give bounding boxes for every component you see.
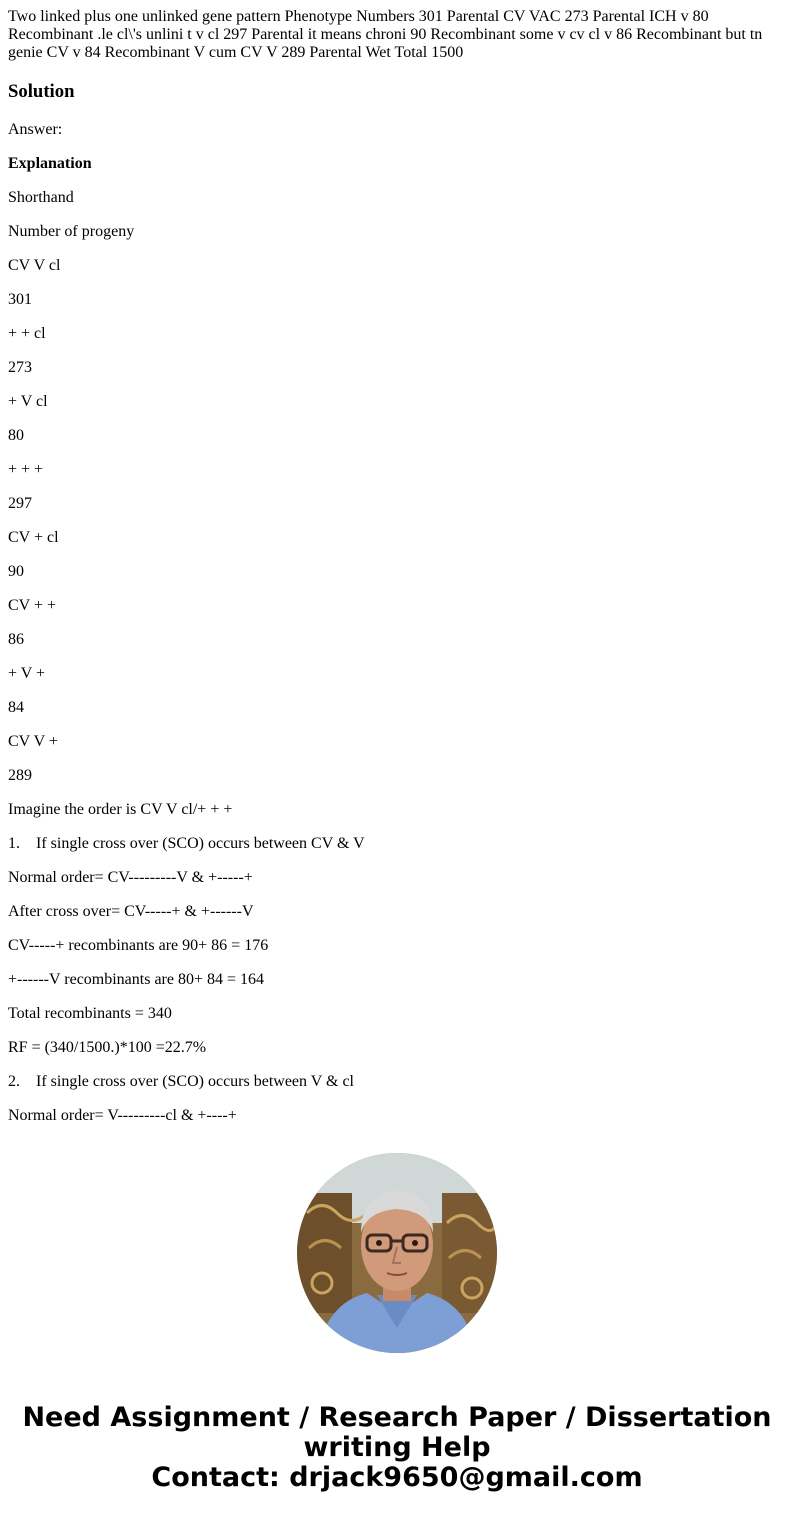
document-body <box>8 8 786 1125</box>
explanation-line: + + + <box>8 461 44 478</box>
explanation-line: 289 <box>8 767 32 784</box>
explanation-line: Total recombinants = 340 <box>8 1005 172 1022</box>
explanation-line: 86 <box>8 631 24 648</box>
explanation-line: 297 <box>8 495 32 512</box>
explanation-line: Normal order= CV---------V & +-----+ <box>8 869 253 886</box>
explanation-line: 273 <box>8 359 32 376</box>
banner-line-1: Need Assignment / Research Paper / Dissertation <box>22 1402 772 1433</box>
contact-banner <box>0 1403 794 1493</box>
explanation-line: 84 <box>8 699 24 716</box>
explanation-line: RF = (340/1500.)*100 =22.7% <box>8 1039 207 1056</box>
explanation-lines <box>8 189 786 1125</box>
explanation-line: +------V recombinants are 80+ 84 = 164 <box>8 971 265 988</box>
explanation-line: CV V cl <box>8 257 61 274</box>
banner-contact-line: Contact: drjack9650@gmail.com <box>151 1462 643 1493</box>
question-text: Two linked plus one unlinked gene pattern Phenotype Numbers 301 Parental CV VAC 273 Parental ICH v 80 Recombinant .le cl\'s unlini t v cl 297 Parental it means chroni 90 Recombinant some v cv cl v 86 Recombinant but tn genie CV v 84 Recombinant V cum CV V 289 Parental Wet Total 1500 <box>8 8 763 61</box>
explanation-line: + V cl <box>8 393 48 410</box>
explanation-line: 1. If single cross over (SCO) occurs between CV & V <box>8 835 365 852</box>
explanation-line: After cross over= CV-----+ & +------V <box>8 903 254 920</box>
explanation-line: Imagine the order is CV V cl/+ + + <box>8 801 233 818</box>
explanation-line: + + cl <box>8 325 46 342</box>
banner-line-2: writing Help <box>303 1432 491 1463</box>
explanation-line: 2. If single cross over (SCO) occurs between V & cl <box>8 1073 354 1090</box>
person-portrait-icon <box>297 1153 497 1353</box>
explanation-line: 80 <box>8 427 24 444</box>
explanation-line: CV V + <box>8 733 58 750</box>
explanation-line: CV-----+ recombinants are 90+ 86 = 176 <box>8 937 269 954</box>
explanation-line: CV + + <box>8 597 56 614</box>
explanation-line: Normal order= V---------cl & +----+ <box>8 1107 237 1124</box>
explanation-line: CV + cl <box>8 529 59 546</box>
explanation-line: 90 <box>8 563 24 580</box>
explanation-line: Number of progeny <box>8 223 135 240</box>
explanation-heading: Explanation <box>8 155 92 172</box>
solution-heading: Solution <box>8 81 75 102</box>
explanation-line: + V + <box>8 665 46 682</box>
author-avatar <box>297 1153 497 1353</box>
explanation-line: 301 <box>8 291 32 308</box>
explanation-line: Shorthand <box>8 189 74 206</box>
answer-label: Answer: <box>8 121 63 138</box>
